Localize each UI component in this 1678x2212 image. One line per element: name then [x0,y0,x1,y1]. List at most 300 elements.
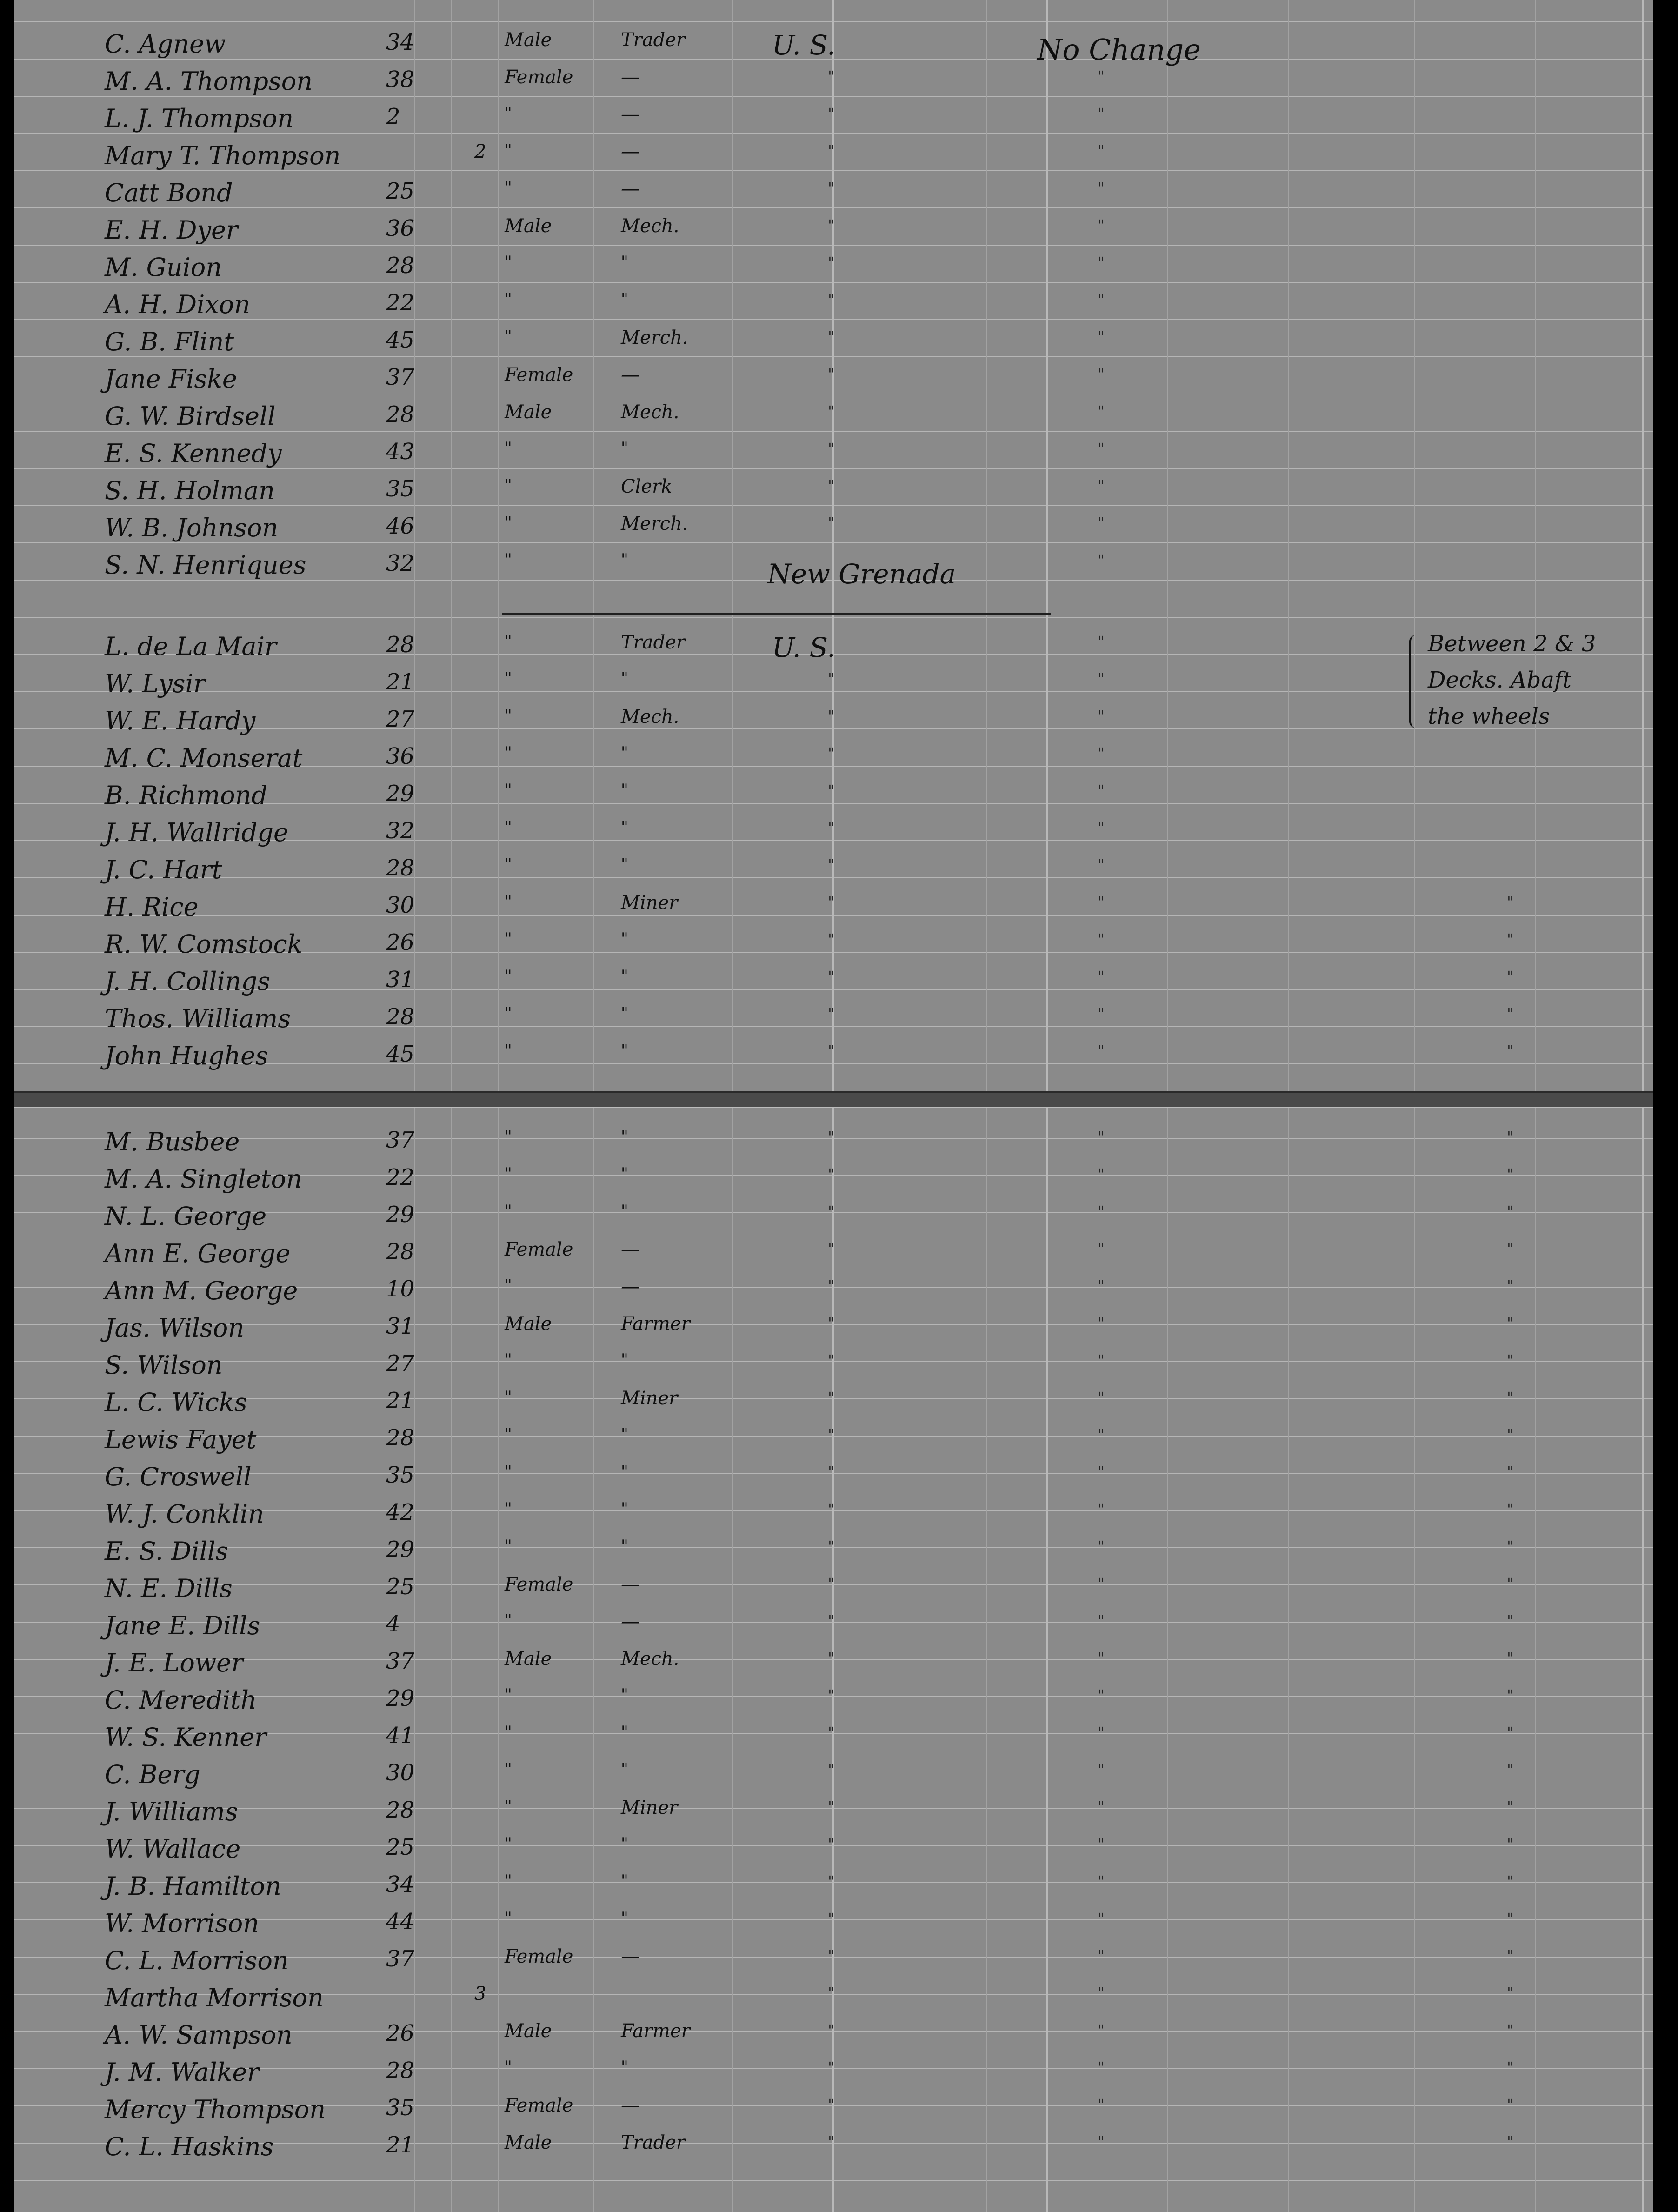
ditto-mark: " [828,2021,835,2039]
passenger-age: 28 [386,1004,415,1030]
ditto-mark: " [828,1240,835,1257]
passenger-row [14,249,1653,285]
passenger-row [14,1868,1653,1904]
passenger-sex: " [505,669,512,688]
passenger-age: 29 [386,1537,415,1563]
ditto-mark: " [1098,1005,1105,1022]
passenger-occupation: " [621,1499,628,1518]
page-fold [14,1091,1653,1108]
note-line: Decks. Abaft [1428,667,1572,693]
passenger-row [14,777,1653,813]
passenger-nationality: U. S. [772,29,836,61]
passenger-age: 35 [386,1462,415,1488]
ditto-mark: " [1098,819,1105,836]
ditto-mark: " [828,1835,835,1853]
ditto-mark: " [1098,1389,1105,1406]
ditto-mark: " [828,782,835,799]
passenger-age: 22 [386,290,415,316]
passenger-sex: " [505,929,512,948]
passenger-age: 36 [386,743,415,769]
passenger-name: J. M. Walker [105,2058,260,2087]
passenger-sex: " [505,2058,512,2076]
ditto-mark: " [1507,1351,1514,1369]
ditto-mark: " [1098,291,1105,308]
passenger-age: 37 [386,1648,415,1674]
passenger-name: Ann M. George [105,1276,298,1305]
passenger-age: 32 [386,818,415,844]
passenger-occupation: Merch. [621,327,688,348]
passenger-occupation: " [621,439,628,457]
passenger-row [14,1000,1653,1036]
passenger-name: W. Morrison [105,1909,260,1938]
ditto-mark: " [828,1947,835,1965]
no-change-heading: No Change [1037,33,1201,67]
passenger-age: 26 [386,2020,415,2046]
passenger-name: C. Berg [105,1760,200,1789]
ditto-mark: " [828,142,835,160]
passenger-row [14,286,1653,322]
passenger-sex: " [505,141,512,160]
passenger-age: 35 [386,476,415,502]
passenger-occupation: " [621,1834,628,1853]
passenger-occupation: " [621,781,628,799]
passenger-sex: " [505,327,512,346]
ditto-mark: " [1507,1984,1514,2002]
passenger-sex: " [505,818,512,836]
passenger-sex: " [505,1127,512,1146]
passenger-name: W. Lysir [105,669,206,698]
ditto-mark: " [1507,1463,1514,1481]
passenger-name: W. J. Conklin [105,1499,264,1529]
ditto-mark: " [828,2058,835,2076]
passenger-name: W. B. Johnson [105,513,279,542]
passenger-occupation: " [621,743,628,762]
passenger-occupation: " [621,929,628,948]
passenger-occupation: — [621,1574,639,1595]
passenger-row [14,1905,1653,1941]
ditto-mark: " [1098,142,1105,160]
passenger-row [14,963,1653,999]
passenger-occupation: Merch. [621,513,688,535]
passenger-row [14,1198,1653,1234]
passenger-occupation: Trader [621,2132,686,2153]
ditto-mark: " [1098,1947,1105,1965]
ditto-mark: " [1098,1649,1105,1667]
passenger-occupation: " [621,253,628,271]
ditto-mark: " [828,1042,835,1060]
passenger-sex: " [505,476,512,495]
passenger-name: G. W. Birdsell [105,401,276,431]
ditto-mark: " [828,365,835,383]
passenger-occupation: " [621,967,628,985]
passenger-row [14,926,1653,962]
passenger-row [14,547,1653,583]
passenger-occupation: " [621,818,628,836]
passenger-row [14,1979,1653,2016]
ditto-mark: " [1098,1724,1105,1741]
passenger-row [14,889,1653,925]
passenger-age: 46 [386,513,415,539]
passenger-name: J. B. Hamilton [105,1871,281,1901]
passenger-occupation: " [621,1350,628,1369]
passenger-row [14,398,1653,434]
ditto-mark: " [1098,1426,1105,1443]
passenger-occupation: Farmer [621,2020,690,2042]
passenger-name: Jas. Wilson [105,1313,244,1343]
passenger-row [14,2091,1653,2127]
note-line: the wheels [1428,703,1550,729]
passenger-sex: " [505,104,512,122]
passenger-age: 34 [386,29,415,55]
passenger-sex: " [505,1202,512,1220]
passenger-occupation: Clerk [621,476,673,497]
ditto-mark: " [828,856,835,874]
passenger-occupation: Mech. [621,706,679,728]
passenger-age: 28 [386,1239,415,1265]
ditto-mark: " [1507,1575,1514,1592]
ditto-mark: " [1098,1835,1105,1853]
ditto-mark: " [1098,633,1105,650]
passenger-name: S. Wilson [105,1350,223,1380]
passenger-sex: " [505,1350,512,1369]
passenger-name: L. J. Thompson [105,104,294,133]
ditto-mark: " [1507,1798,1514,1816]
passenger-name: L. C. Wicks [105,1388,247,1417]
passenger-age: 28 [386,401,415,428]
passenger-row [14,1347,1653,1383]
ditto-mark: " [1507,1947,1514,1965]
passenger-occupation: " [621,290,628,308]
passenger-name: Mary T. Thompson [105,141,341,170]
passenger-name: B. Richmond [105,781,268,810]
passenger-occupation: Trader [621,632,686,653]
ditto-mark: " [1098,1351,1105,1369]
ditto-mark: " [1507,1686,1514,1704]
passenger-name: Mercy Thompson [105,2095,326,2124]
passenger-occupation: " [621,1537,628,1555]
passenger-row [14,740,1653,776]
ditto-mark: " [1098,67,1105,85]
passenger-name: S. H. Holman [105,476,275,505]
passenger-row [14,472,1653,508]
passenger-age: 37 [386,1127,415,1153]
passenger-name: M. A. Singleton [105,1164,302,1194]
ditto-mark: " [828,1165,835,1183]
passenger-sex: Female [505,1239,573,1260]
ditto-mark: " [828,1798,835,1816]
passenger-row [14,1756,1653,1792]
passenger-sex: " [505,1871,512,1890]
ditto-mark: " [1098,440,1105,457]
infant-age: 2 [474,141,486,162]
ditto-mark: " [828,440,835,457]
ditto-mark: " [1098,1984,1105,2002]
passenger-occupation: " [621,669,628,688]
passenger-sex: Male [505,215,552,237]
passenger-name: G. Croswell [105,1462,252,1491]
passenger-sex: " [505,781,512,799]
ditto-mark: " [1098,402,1105,420]
nationality-new-grenada: New Grenada [767,558,956,590]
passenger-sex: " [505,550,512,569]
passenger-age: 21 [386,2132,415,2158]
passenger-name: R. W. Comstock [105,929,303,959]
passenger-row [14,1384,1653,1420]
ditto-mark: " [828,1128,835,1146]
ditto-mark: " [828,1500,835,1518]
passenger-occupation: " [621,1425,628,1443]
passenger-sex: " [505,1004,512,1022]
passenger-name: Catt Bond [105,178,233,207]
passenger-sex: Male [505,1313,552,1335]
passenger-sex: " [505,1611,512,1630]
ditto-mark: " [828,1314,835,1332]
passenger-sex: " [505,855,512,874]
ditto-mark: " [1507,1240,1514,1257]
passenger-row [14,1533,1653,1569]
ditto-mark: " [1507,2096,1514,2113]
section-divider [502,613,1051,615]
passenger-age: 4 [386,1611,400,1637]
ditto-mark: " [1098,893,1105,911]
passenger-age: 27 [386,1350,415,1377]
passenger-name: M. Busbee [105,1127,240,1156]
passenger-row [14,1570,1653,1606]
passenger-age: 34 [386,1871,415,1898]
passenger-occupation: — [621,1946,639,1967]
ditto-mark: " [1507,2021,1514,2039]
ditto-mark: " [1098,1537,1105,1555]
passenger-occupation: Miner [621,1388,678,1409]
ditto-mark: " [1507,1203,1514,1220]
ditto-mark: " [828,1761,835,1778]
ditto-mark: " [828,1426,835,1443]
ditto-mark: " [1098,365,1105,383]
passenger-occupation: — [621,1276,639,1297]
passenger-row [14,509,1653,546]
passenger-name: M. A. Thompson [105,67,313,96]
ditto-mark: " [1098,744,1105,762]
passenger-sex: " [505,1723,512,1741]
passenger-age: 27 [386,706,415,732]
passenger-name: Ann E. George [105,1239,291,1268]
passenger-occupation: " [621,1760,628,1778]
ditto-mark: " [1098,968,1105,985]
passenger-row [14,1123,1653,1160]
passenger-name: C. L. Haskins [105,2132,274,2161]
passenger-row [14,174,1653,211]
ditto-mark: " [1098,1761,1105,1778]
ditto-mark: " [828,744,835,762]
ditto-mark: " [828,2096,835,2113]
ditto-mark: " [1098,1500,1105,1518]
ditto-mark: " [1507,1389,1514,1406]
ditto-mark: " [1507,1165,1514,1183]
passenger-name: C. Agnew [105,29,226,59]
passenger-name: C. L. Morrison [105,1946,289,1975]
passenger-sex: " [505,290,512,308]
passenger-occupation: Mech. [621,1648,679,1670]
passenger-sex: " [505,892,512,911]
passenger-row [14,1644,1653,1681]
passenger-age: 28 [386,253,415,279]
ditto-mark: " [1098,254,1105,271]
passenger-age: 45 [386,1041,415,1067]
passenger-sex: Male [505,29,552,51]
passenger-row [14,26,1653,62]
passenger-occupation: " [621,2058,628,2076]
passenger-sex: Female [505,2095,573,2116]
passenger-row [14,1310,1653,1346]
ditto-mark: " [1098,670,1105,688]
passenger-age: 22 [386,1164,415,1190]
note-line: Between 2 & 3 [1428,631,1596,657]
passenger-age: 28 [386,632,415,658]
ditto-mark: " [1098,1240,1105,1257]
passenger-occupation: " [621,1685,628,1704]
ditto-mark: " [1507,1314,1514,1332]
passenger-name: J. C. Hart [105,855,222,884]
passenger-age: 35 [386,2095,415,2121]
passenger-row [14,1607,1653,1644]
ditto-mark: " [828,1910,835,1927]
passenger-name: H. Rice [105,892,199,922]
ditto-mark: " [1098,1910,1105,1927]
passenger-name: A. W. Sampson [105,2020,293,2050]
passenger-occupation: " [621,550,628,569]
passenger-sex: Female [505,1946,573,1967]
passenger-age: 41 [386,1723,415,1749]
passenger-occupation: " [621,1871,628,1890]
passenger-age: 44 [386,1909,415,1935]
passenger-age: 30 [386,1760,415,1786]
passenger-name: A. H. Dixon [105,290,251,319]
passenger-occupation: Miner [621,892,678,914]
passenger-occupation: Miner [621,1797,678,1818]
passenger-row [14,100,1653,136]
ditto-mark: " [1507,930,1514,948]
passenger-age: 10 [386,1276,415,1302]
passenger-row [14,1793,1653,1830]
passenger-row [14,1719,1653,1755]
ditto-mark: " [1098,1612,1105,1630]
infant-age: 3 [474,1983,486,2005]
ditto-mark: " [1098,2133,1105,2151]
passenger-age: 45 [386,327,415,353]
passenger-age: 21 [386,1388,415,1414]
passenger-occupation: " [621,1723,628,1741]
passenger-sex: Female [505,1574,573,1595]
passenger-sex: " [505,1834,512,1853]
passenger-name: E. S. Kennedy [105,439,282,468]
ditto-mark: " [1507,2058,1514,2076]
passenger-occupation: — [621,141,639,162]
passenger-name: John Hughes [105,1041,268,1070]
passenger-age: 37 [386,364,415,390]
ditto-mark: " [1098,1872,1105,1890]
ditto-mark: " [1098,2058,1105,2076]
passenger-row [14,63,1653,99]
passenger-age: 2 [386,104,400,130]
passenger-name: Jane E. Dills [105,1611,260,1640]
passenger-name: J. Williams [105,1797,238,1826]
passenger-sex: Male [505,2020,552,2042]
passenger-sex: " [505,967,512,985]
ditto-mark: " [828,402,835,420]
ditto-mark: " [828,1277,835,1295]
passenger-name: L. de La Mair [105,632,277,661]
passenger-occupation: Trader [621,29,686,51]
passenger-age: 28 [386,1797,415,1823]
ditto-mark: " [828,1389,835,1406]
ditto-mark: " [1507,1277,1514,1295]
passenger-sex: " [505,1760,512,1778]
passenger-age: 25 [386,1574,415,1600]
ditto-mark: " [828,179,835,197]
ditto-mark: " [1098,514,1105,532]
passenger-sex: " [505,706,512,725]
passenger-name: J. E. Lower [105,1648,243,1677]
passenger-age: 26 [386,929,415,956]
passenger-row [14,2054,1653,2090]
passenger-row [14,1942,1653,1978]
passenger-name: S. N. Henriques [105,550,306,580]
ditto-mark: " [1507,1835,1514,1853]
passenger-sex: Female [505,67,573,88]
passenger-sex: Male [505,1648,552,1670]
passenger-name: N. E. Dills [105,1574,233,1603]
ditto-mark: " [828,1575,835,1592]
ditto-mark: " [828,707,835,725]
ditto-mark: " [1098,1686,1105,1704]
passenger-name: Martha Morrison [105,1983,324,2012]
ditto-mark: " [1507,893,1514,911]
passenger-sex: " [505,1537,512,1555]
passenger-name: M. C. Monserat [105,743,303,773]
passenger-sex: Male [505,401,552,423]
passenger-sex: " [505,513,512,532]
passenger-occupation: — [621,67,639,88]
passenger-sex: Male [505,2132,552,2153]
passenger-occupation: " [621,1004,628,1022]
ditto-mark: " [1098,1277,1105,1295]
ditto-mark: " [1098,1128,1105,1146]
ditto-mark: " [828,1537,835,1555]
passenger-sex: " [505,1499,512,1518]
passenger-sex: " [505,1462,512,1481]
ditto-mark: " [1507,1649,1514,1667]
passenger-occupation: Mech. [621,401,679,423]
ditto-mark: " [828,216,835,234]
ditto-mark: " [1098,1042,1105,1060]
passenger-name: Thos. Williams [105,1004,291,1033]
ditto-mark: " [828,930,835,948]
passenger-name: E. H. Dyer [105,215,238,245]
ditto-mark: " [828,1984,835,2002]
ditto-mark: " [828,67,835,85]
ditto-mark: " [1098,105,1105,122]
passenger-age: 43 [386,439,415,465]
ditto-mark: " [828,1203,835,1220]
passenger-row [14,212,1653,248]
ditto-mark: " [1507,1042,1514,1060]
passenger-row [14,1831,1653,1867]
passenger-row [14,1682,1653,1718]
passenger-age: 25 [386,1834,415,1860]
passenger-row [14,702,1653,739]
ditto-mark: " [828,254,835,271]
passenger-occupation: — [621,104,639,125]
